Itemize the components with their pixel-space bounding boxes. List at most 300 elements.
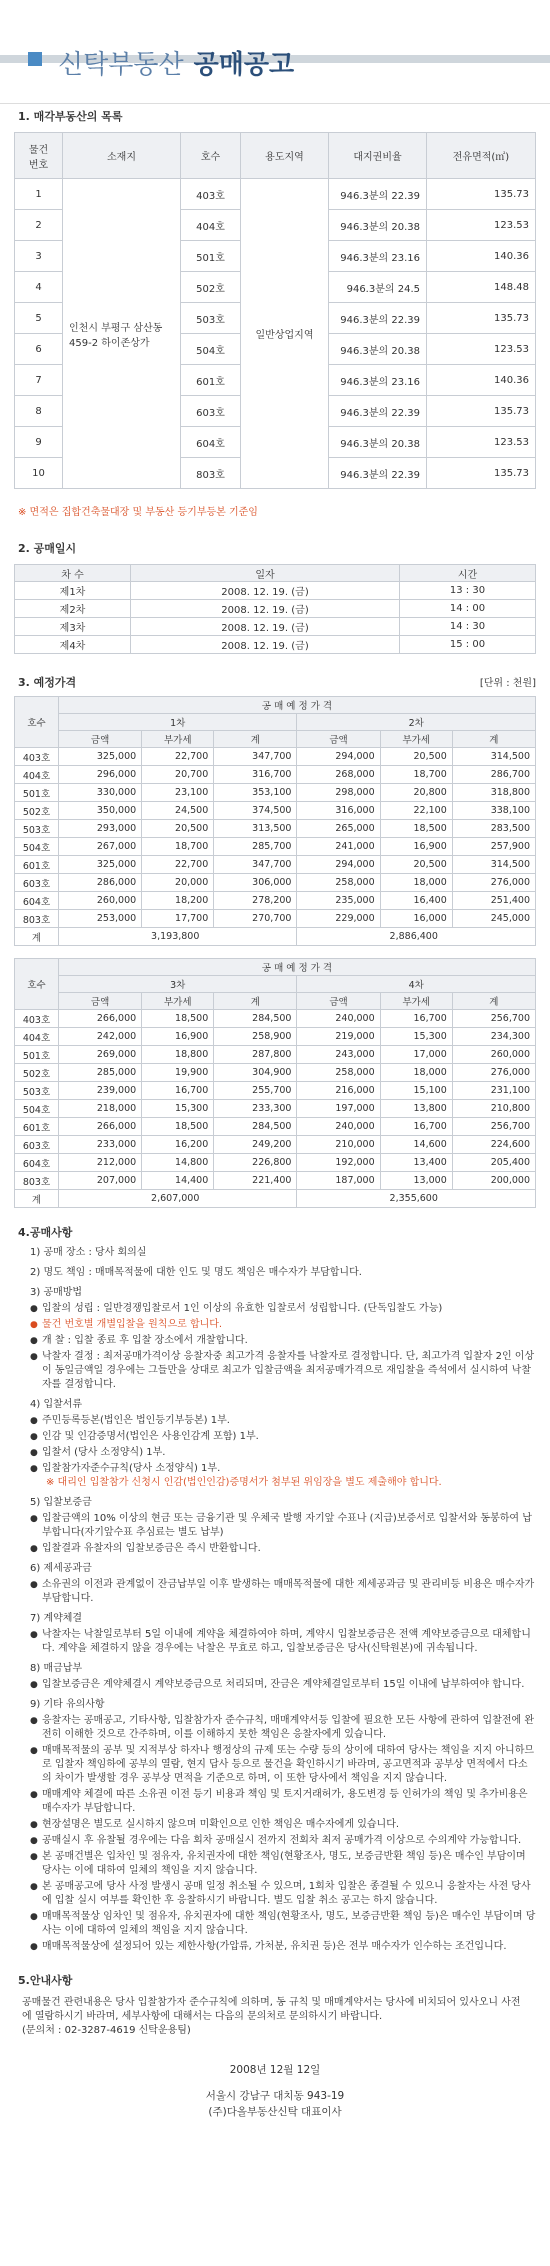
property-table: [14, 132, 536, 489]
method-bullet-4: ● 낙찰자 결정 : 최저공매가격이상 응찰자중 최고가격 응찰자를 낙찰자로 결정합니다. 단, 최고가격 입찰자 2인 이상이 동일금액일 경우에는 그들만을 상대로 최고가 입찰금액을 최저공매가격으로 재입찰을 즉석에서 실시하여 낙찰자를 결정합니다.: [14, 1350, 536, 1392]
cell-ratio: 946.3분의 23.16: [329, 365, 427, 396]
price-row: [15, 802, 536, 820]
price-cell-value: 20,500: [142, 820, 214, 838]
cell-area: 140.36: [427, 365, 536, 396]
price-cell-value: 316,700: [214, 766, 297, 784]
sub-total: 계: [214, 993, 297, 1010]
price-cell-value: 218,000: [59, 1100, 142, 1118]
price-cell-value: 18,200: [142, 892, 214, 910]
price-cell-value: 212,000: [59, 1154, 142, 1172]
price-cell-room: 502호: [15, 1064, 59, 1082]
price-row: [15, 1118, 536, 1136]
price-cell-room: 504호: [15, 838, 59, 856]
cell-room: 504호: [181, 334, 241, 365]
price-cell-value: 13,800: [380, 1100, 452, 1118]
price-cell-value: 239,000: [59, 1082, 142, 1100]
cell-round: 제2차: [15, 600, 131, 618]
price-cell-value: 257,900: [452, 838, 535, 856]
term-place: 1) 공매 장소 : 당사 회의실: [30, 1247, 147, 1258]
payment-bullet-1: ● 입찰보증금은 계약체결시 계약보증금으로 처리되며, 잔금은 계약체결일로부터 15일 이내에 납부하여야 합니다.: [14, 1678, 536, 1692]
docs-bullet-1: ● 주민등록등본(법인은 법인등기부등본) 1부.: [14, 1414, 536, 1428]
cell-room: 501호: [181, 241, 241, 272]
deposit-bullet-2: ● 입찰결과 유찰자의 입찰보증금은 즉시 반환합니다.: [14, 1542, 536, 1556]
price-cell-value: 15,300: [142, 1100, 214, 1118]
round-2-total: 2,886,400: [297, 928, 536, 946]
price-cell-room: 604호: [15, 892, 59, 910]
cell-room: 601호: [181, 365, 241, 396]
price-row: [15, 1082, 536, 1100]
page-title-sub: 신탁부동산: [58, 50, 184, 80]
col-time: 시간: [400, 565, 536, 582]
price-cell-value: 197,000: [297, 1100, 380, 1118]
method-bullet-2: ● 물건 번호별 개별입찰을 원칙으로 합니다.: [14, 1318, 536, 1332]
sub-amount: 금액: [297, 731, 380, 748]
cell-ratio: 946.3분의 20.38: [329, 427, 427, 458]
round-4-total: 2,355,600: [297, 1190, 536, 1208]
price-cell-value: 16,900: [380, 838, 452, 856]
cell-time: 13 : 30: [400, 582, 536, 600]
price-cell-value: 23,100: [142, 784, 214, 802]
col-ratio: 대지권비율: [329, 133, 427, 179]
schedule-row: [15, 600, 536, 618]
price-cell-value: 325,000: [59, 748, 142, 766]
price-cell-value: 205,400: [452, 1154, 535, 1172]
docs-bullet-3: ● 입찰서 (당사 소정양식) 1부.: [14, 1446, 536, 1460]
price-cell-room: 604호: [15, 1154, 59, 1172]
section-info: [0, 1974, 550, 2038]
price-cell-value: 266,000: [59, 1010, 142, 1028]
footer-address: 서울시 강남구 대치동 943-19: [205, 2090, 345, 2102]
price-table-a-title: 공 매 예 정 가 격: [59, 697, 536, 714]
price-table-a-total-row: [15, 928, 536, 946]
price-cell-value: 249,200: [214, 1136, 297, 1154]
docs-bullet-2: ● 인감 및 인감증명서(법인은 사용인감계 포함) 1부.: [14, 1430, 536, 1444]
col-area: 전유면적(㎡): [427, 133, 536, 179]
cell-ratio: 946.3분의 20.38: [329, 210, 427, 241]
price-cell-value: 293,000: [59, 820, 142, 838]
sub-amount: 금액: [297, 993, 380, 1010]
price-cell-room: 503호: [15, 1082, 59, 1100]
cell-ratio: 946.3분의 22.39: [329, 179, 427, 210]
price-unit: [단위 : 천원]: [479, 678, 536, 689]
price-cell-value: 13,000: [380, 1172, 452, 1190]
price-cell-value: 219,000: [297, 1028, 380, 1046]
price-cell-value: 19,900: [142, 1064, 214, 1082]
price-cell-room: 603호: [15, 874, 59, 892]
price-cell-value: 256,700: [452, 1118, 535, 1136]
price-cell-value: 16,700: [380, 1010, 452, 1028]
price-cell-value: 347,700: [214, 748, 297, 766]
price-cell-value: 16,000: [380, 910, 452, 928]
price-cell-room: 503호: [15, 820, 59, 838]
price-cell-value: 316,000: [297, 802, 380, 820]
price-cell-value: 314,500: [452, 856, 535, 874]
price-row: [15, 892, 536, 910]
term-documents: 4) 입찰서류: [30, 1399, 83, 1410]
price-table-a: [14, 696, 536, 946]
price-cell-value: 258,000: [297, 874, 380, 892]
price-cell-value: 229,000: [297, 910, 380, 928]
cell-ratio: 946.3분의 23.16: [329, 241, 427, 272]
price-cell-room: 601호: [15, 1118, 59, 1136]
price-cell-value: 284,500: [214, 1010, 297, 1028]
sub-amount: 금액: [59, 993, 142, 1010]
sub-amount: 금액: [59, 731, 142, 748]
method-bullet-3: ● 개 찰 : 입찰 종료 후 입찰 장소에서 개찰합니다.: [14, 1334, 536, 1348]
sub-total: 계: [452, 993, 535, 1010]
cell-no: 1: [15, 179, 63, 210]
price-cell-room: 803호: [15, 910, 59, 928]
price-cell-room: 403호: [15, 1010, 59, 1028]
term-eviction: 2) 명도 책임 : 매매목적물에 대한 인도 및 명도 책임은 매수자가 부담합니다.: [30, 1267, 362, 1278]
cell-no: 6: [15, 334, 63, 365]
price-row: [15, 1100, 536, 1118]
round-2-header: 2차: [297, 714, 536, 731]
price-cell-value: 314,500: [452, 748, 535, 766]
price-cell-value: 325,000: [59, 856, 142, 874]
cell-area: 135.73: [427, 179, 536, 210]
price-cell-value: 192,000: [297, 1154, 380, 1172]
price-cell-value: 330,000: [59, 784, 142, 802]
cell-time: 14 : 30: [400, 618, 536, 636]
misc-bullet-5: ● 공매실시 후 유찰될 경우에는 다음 회차 공매실시 전까지 전회차 최저 공매가격 이상으로 수의계약 가능합니다.: [14, 1834, 536, 1848]
price-cell-value: 22,700: [142, 856, 214, 874]
price-cell-value: 294,000: [297, 748, 380, 766]
method-bullet-1: ● 입찰의 성립 : 일반경쟁입찰로서 1인 이상의 유효한 입찰로서 성립합니다. (단독입찰도 가능): [14, 1302, 536, 1316]
taxes-bullet-1: ● 소유권의 이전과 관계없이 잔금납부일 이후 발생하는 매매목적물에 대한 제세공과금 및 관리비등 비용은 매수자가 부담합니다.: [14, 1578, 536, 1606]
col-zone: 용도지역: [241, 133, 329, 179]
price-cell-value: 22,100: [380, 802, 452, 820]
price-cell-value: 276,000: [452, 874, 535, 892]
col-no: [15, 133, 63, 179]
price-cell-value: 256,700: [452, 1010, 535, 1028]
cell-date: 2008. 12. 19. (금): [131, 618, 400, 636]
price-cell-value: 251,400: [452, 892, 535, 910]
price-cell-value: 296,000: [59, 766, 142, 784]
col-room: 호수: [181, 133, 241, 179]
price-cell-room: 501호: [15, 1046, 59, 1064]
price-cell-value: 18,000: [380, 1064, 452, 1082]
price-cell-value: 16,700: [142, 1082, 214, 1100]
price-cell-value: 313,500: [214, 820, 297, 838]
price-cell-value: 241,000: [297, 838, 380, 856]
price-cell-room: 404호: [15, 1028, 59, 1046]
price-cell-value: 298,000: [297, 784, 380, 802]
price-cell-room: 404호: [15, 766, 59, 784]
cell-no: 3: [15, 241, 63, 272]
price-cell-value: 318,800: [452, 784, 535, 802]
info-text: 공매물건 관련내용은 당사 입찰참가자 준수규칙에 의하며, 동 규칙 및 매매계약서는 당사에 비치되어 있사오니 사전에 열람하시기 바라며, 세부사항에 대해서는 다음의 문의처로 문의하시기 바랍니다.: [22, 1997, 521, 2022]
price-cell-value: 18,500: [142, 1010, 214, 1028]
cell-no: 7: [15, 365, 63, 396]
cell-round: 제4차: [15, 636, 131, 654]
section-4-title: 4.공매사항: [18, 1226, 73, 1239]
price-cell-value: 14,600: [380, 1136, 452, 1154]
price-cell-value: 347,700: [214, 856, 297, 874]
price-row: [15, 1046, 536, 1064]
schedule-row: [15, 636, 536, 654]
price-cell-value: 16,200: [142, 1136, 214, 1154]
price-cell-value: 18,500: [380, 820, 452, 838]
deposit-bullet-1: ● 입찰금액의 10% 이상의 현금 또는 금융기관 및 우체국 발행 자기앞 수표나 (지급)보증서로 입찰서와 동봉하여 납부합니다(자기앞수표 추심료는 별도 납부): [14, 1512, 536, 1540]
price-cell-value: 13,400: [380, 1154, 452, 1172]
misc-bullet-3: ● 매매계약 체결에 따른 소유권 이전 등기 비용과 책임 및 토지거래허가, 용도변경 등 인허가의 책임 및 추가비용은 매수자가 부담합니다.: [14, 1788, 536, 1816]
price-table-b-title: 공 매 예 정 가 격: [59, 959, 536, 976]
price-cell-room: 501호: [15, 784, 59, 802]
price-cell-value: 18,500: [142, 1118, 214, 1136]
price-cell-value: 18,000: [380, 874, 452, 892]
price-row: [15, 1172, 536, 1190]
price-cell-value: 22,700: [142, 748, 214, 766]
cell-room: 803호: [181, 458, 241, 489]
info-contact: (문의처 : 02-3287-4619 신탁운용팀): [22, 2025, 191, 2036]
price-cell-value: 20,800: [380, 784, 452, 802]
price-cell-value: 260,000: [452, 1046, 535, 1064]
price-row: [15, 748, 536, 766]
price-cell-value: 233,300: [214, 1100, 297, 1118]
sub-total: 계: [214, 731, 297, 748]
price-row: [15, 1028, 536, 1046]
price-cell-value: 374,500: [214, 802, 297, 820]
cell-area: 148.48: [427, 272, 536, 303]
price-cell-value: 268,000: [297, 766, 380, 784]
term-method: 3) 공매방법: [30, 1287, 83, 1298]
price-cell-value: 233,000: [59, 1136, 142, 1154]
price-row: [15, 1010, 536, 1028]
cell-area: 135.73: [427, 396, 536, 427]
price-table-a-body: [15, 748, 536, 928]
price-row: [15, 838, 536, 856]
price-cell-value: 266,000: [59, 1118, 142, 1136]
price-cell-value: 224,600: [452, 1136, 535, 1154]
section-terms: [0, 1226, 550, 1954]
cell-ratio: 946.3분의 22.39: [329, 303, 427, 334]
round-1-total: 3,193,800: [59, 928, 297, 946]
schedule-row: [15, 618, 536, 636]
price-row: [15, 820, 536, 838]
price-cell-value: 216,000: [297, 1082, 380, 1100]
cell-room: 502호: [181, 272, 241, 303]
price-cell-value: 226,800: [214, 1154, 297, 1172]
cell-time: 15 : 00: [400, 636, 536, 654]
price-cell-value: 210,000: [297, 1136, 380, 1154]
term-taxes: 6) 제세공과금: [30, 1563, 92, 1574]
round-3-header: 3차: [59, 976, 297, 993]
price-cell-value: 16,900: [142, 1028, 214, 1046]
price-cell-value: 17,000: [380, 1046, 452, 1064]
price-row: [15, 766, 536, 784]
sub-vat: 부가세: [380, 993, 452, 1010]
term-misc: 9) 기타 유의사항: [30, 1699, 105, 1710]
price-table-b: [14, 958, 536, 1208]
cell-area: 123.53: [427, 210, 536, 241]
section-3-title: 3. 예정가격: [18, 676, 77, 689]
cell-room: 604호: [181, 427, 241, 458]
price-cell-value: 14,400: [142, 1172, 214, 1190]
price-cell-value: 258,000: [297, 1064, 380, 1082]
round-4-header: 4차: [297, 976, 536, 993]
price-row: [15, 856, 536, 874]
price-cell-value: 16,400: [380, 892, 452, 910]
price-cell-room: 803호: [15, 1172, 59, 1190]
section-1-title: 1. 매각부동산의 목록: [18, 110, 123, 123]
price-cell-value: 269,000: [59, 1046, 142, 1064]
cell-no: 2: [15, 210, 63, 241]
cell-no: 9: [15, 427, 63, 458]
section-2-title: 2. 공매일시: [18, 542, 77, 555]
price-cell-value: 18,700: [142, 838, 214, 856]
misc-bullet-1: ● 응찰자는 공매공고, 기타사항, 입찰참가자 준수규칙, 매매계약서등 입찰에 필요한 모든 사항에 관하여 입찰전에 완전히 이해한 것으로 간주하며, 이를 이해하지 못한 책임은 응찰자에게 있습니다.: [14, 1714, 536, 1742]
price-cell-value: 276,000: [452, 1064, 535, 1082]
sub-vat: 부가세: [380, 731, 452, 748]
header-accent-square: [28, 52, 42, 66]
cell-no: 8: [15, 396, 63, 427]
price-cell-value: 24,500: [142, 802, 214, 820]
cell-area: 135.73: [427, 458, 536, 489]
price-col-room: 호수: [15, 697, 59, 748]
price-row: [15, 1064, 536, 1082]
section-property-list: [0, 108, 550, 518]
price-cell-value: 350,000: [59, 802, 142, 820]
cell-ratio: 946.3분의 22.39: [329, 458, 427, 489]
cell-room: 404호: [181, 210, 241, 241]
section-3-header: [14, 674, 536, 690]
price-cell-value: 243,000: [297, 1046, 380, 1064]
price-cell-room: 504호: [15, 1100, 59, 1118]
property-row: [15, 179, 536, 210]
page-title-main: 공매공고: [193, 50, 295, 80]
price-table-b-total-row: [15, 1190, 536, 1208]
price-cell-value: 304,900: [214, 1064, 297, 1082]
sub-vat: 부가세: [142, 731, 214, 748]
docs-proxy-note: ※ 대리인 입찰참가 신청시 인감(법인인감)증명서가 첨부된 위임장을 별도 제출해야 합니다.: [46, 1477, 442, 1488]
cell-no: 4: [15, 272, 63, 303]
sub-total: 계: [452, 731, 535, 748]
price-cell-value: 235,000: [297, 892, 380, 910]
price-cell-value: 231,100: [452, 1082, 535, 1100]
round-1-header: 1차: [59, 714, 297, 731]
cell-ratio: 946.3분의 24.5: [329, 272, 427, 303]
price-cell-value: 14,800: [142, 1154, 214, 1172]
price-cell-value: 285,700: [214, 838, 297, 856]
cell-date: 2008. 12. 19. (금): [131, 582, 400, 600]
price-cell-value: 338,100: [452, 802, 535, 820]
total-label: 계: [15, 928, 59, 946]
section-5-title: 5.안내사항: [18, 1974, 73, 1987]
cell-room: 603호: [181, 396, 241, 427]
col-round: 차 수: [15, 565, 131, 582]
term-contract: 7) 계약체결: [30, 1613, 83, 1624]
term-payment: 8) 매금납부: [30, 1663, 83, 1674]
price-cell-value: 260,000: [59, 892, 142, 910]
area-note: ※ 면적은 집합건축물대장 및 부동산 등기부등본 기준임: [18, 507, 258, 518]
cell-area: 135.73: [427, 303, 536, 334]
cell-area: 140.36: [427, 241, 536, 272]
price-cell-value: 221,400: [214, 1172, 297, 1190]
price-cell-value: 207,000: [59, 1172, 142, 1190]
schedule-row: [15, 582, 536, 600]
price-cell-value: 265,000: [297, 820, 380, 838]
price-cell-value: 286,700: [452, 766, 535, 784]
price-cell-value: 278,200: [214, 892, 297, 910]
cell-round: 제1차: [15, 582, 131, 600]
schedule-table: [14, 564, 536, 654]
price-cell-value: 255,700: [214, 1082, 297, 1100]
cell-area: 123.53: [427, 427, 536, 458]
price-cell-value: 240,000: [297, 1118, 380, 1136]
misc-bullet-8: ● 매매목적물상 임차인 및 점유자, 유치권자에 대한 책임(현황조사, 명도, 보증금반환 책임 등)은 매수인 부담이며 당사는 이에 대하여 일체의 책임을 지지 않습니다.: [14, 1910, 536, 1938]
price-cell-value: 20,000: [142, 874, 214, 892]
price-cell-value: 200,000: [452, 1172, 535, 1190]
price-cell-value: 18,700: [380, 766, 452, 784]
section-schedule: [0, 540, 550, 654]
price-cell-value: 20,500: [380, 748, 452, 766]
price-row: [15, 1154, 536, 1172]
price-cell-value: 285,000: [59, 1064, 142, 1082]
price-cell-value: 15,300: [380, 1028, 452, 1046]
price-cell-value: 234,300: [452, 1028, 535, 1046]
cell-no: 10: [15, 458, 63, 489]
price-cell-value: 187,000: [297, 1172, 380, 1190]
price-row: [15, 784, 536, 802]
cell-area: 123.53: [427, 334, 536, 365]
col-location: 소재지: [63, 133, 181, 179]
col-no-label: 물건 번호: [28, 144, 49, 171]
term-deposit: 5) 입찰보증금: [30, 1497, 92, 1508]
price-cell-value: 15,100: [380, 1082, 452, 1100]
round-3-total: 2,607,000: [59, 1190, 297, 1208]
misc-bullet-7: ● 본 공매공고에 당사 사정 발생시 공매 일정 취소될 수 있으며, 1회차 입찰은 종결될 수 있으니 응찰자는 사전 당사에 입찰 실시 여부를 확인한 후 응찰하시기 바랍니다. 별도 입찰 취소 공고는 하지 않습니다.: [14, 1880, 536, 1908]
price-cell-value: 283,500: [452, 820, 535, 838]
cell-ratio: 946.3분의 20.38: [329, 334, 427, 365]
page-footer: [0, 2062, 550, 2120]
price-cell-value: 210,800: [452, 1100, 535, 1118]
price-cell-value: 267,000: [59, 838, 142, 856]
misc-bullet-4: ● 현장설명은 별도로 실시하지 않으며 미확인으로 인한 책임은 매수자에게 있습니다.: [14, 1818, 536, 1832]
price-cell-value: 353,100: [214, 784, 297, 802]
price-cell-value: 287,800: [214, 1046, 297, 1064]
total-label: 계: [15, 1190, 59, 1208]
price-cell-value: 18,800: [142, 1046, 214, 1064]
price-row: [15, 1136, 536, 1154]
col-date: 일자: [131, 565, 400, 582]
docs-bullet-4: ● 입찰참가자준수규칙(당사 소정양식) 1부.: [14, 1462, 536, 1476]
price-cell-value: 270,700: [214, 910, 297, 928]
price-cell-value: 20,700: [142, 766, 214, 784]
price-cell-value: 242,000: [59, 1028, 142, 1046]
price-cell-value: 284,500: [214, 1118, 297, 1136]
price-cell-value: 306,000: [214, 874, 297, 892]
cell-ratio: 946.3분의 22.39: [329, 396, 427, 427]
price-row: [15, 910, 536, 928]
schedule-table-body: [15, 582, 536, 654]
cell-zone: 일반상업지역: [241, 179, 329, 489]
price-cell-value: 17,700: [142, 910, 214, 928]
property-table-body: [15, 179, 536, 489]
price-cell-room: 403호: [15, 748, 59, 766]
page-header: [0, 0, 550, 104]
page-title: [58, 44, 294, 81]
price-table-b-body: [15, 1010, 536, 1190]
price-cell-value: 245,000: [452, 910, 535, 928]
contract-bullet-1: ● 낙찰자는 낙찰일로부터 5일 이내에 계약을 체결하여야 하며, 계약시 입찰보증금은 전액 계약보증금으로 대체합니다. 계약을 체결하지 않을 경우에는 낙찰은 무효로 하고, 입찰보증금은 당사(신탁원본)에 귀속됩니다.: [14, 1628, 536, 1656]
price-cell-room: 603호: [15, 1136, 59, 1154]
price-cell-value: 253,000: [59, 910, 142, 928]
price-cell-room: 601호: [15, 856, 59, 874]
price-cell-value: 16,700: [380, 1118, 452, 1136]
cell-date: 2008. 12. 19. (금): [131, 600, 400, 618]
price-cell-value: 294,000: [297, 856, 380, 874]
